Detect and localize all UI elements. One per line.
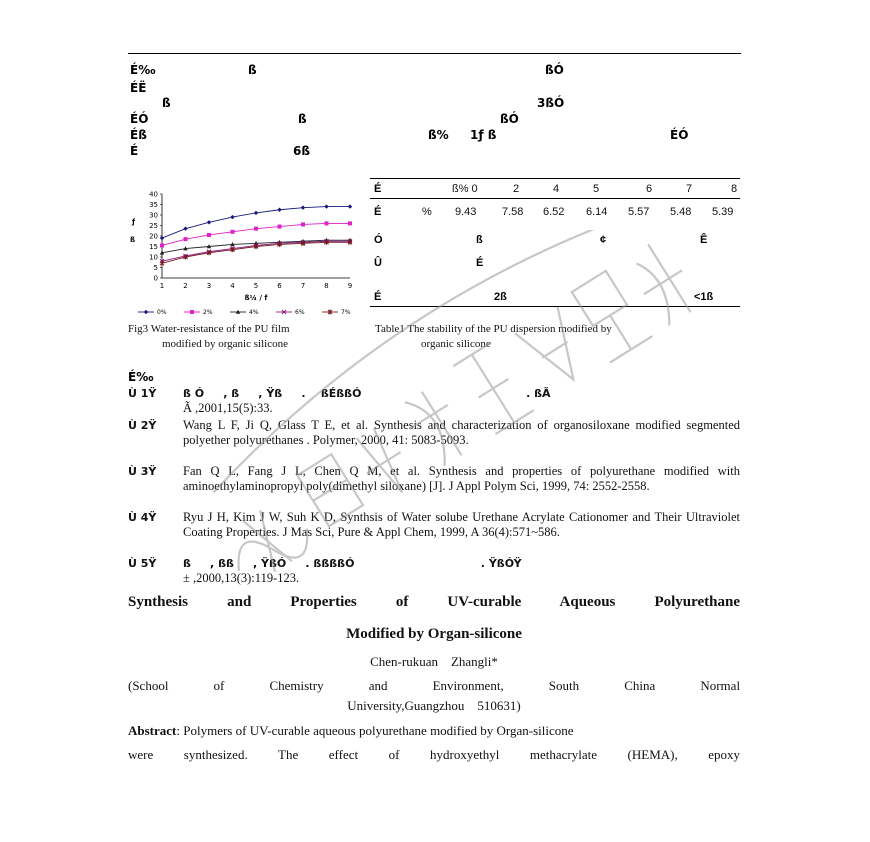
word: synthesized. — [183, 747, 248, 762]
garbled-text-fragment: ßÓ — [545, 63, 564, 77]
word: hydroxyethyl — [430, 747, 500, 762]
table-row5-head: É — [374, 291, 382, 303]
y-axis-mark: ƒ — [132, 218, 136, 226]
authors: Chen-rukuan Zhangli* — [370, 654, 498, 669]
abstract-text: : Polymers of UV-curable aqueous polyurethane modified by Organ-silicone — [176, 723, 574, 738]
table-caption — [375, 322, 745, 352]
table-row3-cell: ß — [476, 234, 483, 246]
word: Aqueous — [559, 594, 616, 610]
data-point — [190, 310, 194, 314]
data-point — [207, 220, 211, 224]
table-row3-cell: ¢ — [600, 234, 607, 246]
table-row2-unit: % — [422, 206, 432, 218]
garbled-text-fragment: É — [130, 144, 139, 158]
y-tick-label: 10 — [149, 253, 158, 262]
table-caption-line1: Table1 The stability of the PU dispersion modified by — [375, 323, 612, 335]
data-point — [160, 236, 164, 240]
table-cell: 5.39 — [712, 206, 734, 218]
reference-4 — [128, 510, 740, 540]
figure-caption — [128, 322, 368, 352]
english-title-line2: Modified by Organ-silicone — [346, 626, 522, 642]
x-axis-label: ß¼ / f — [244, 294, 268, 302]
x-tick-label: 6 — [277, 282, 282, 290]
table-top-rule — [370, 178, 740, 179]
abstract-label: Abstract — [128, 723, 177, 738]
reference-2 — [128, 418, 740, 448]
data-point — [160, 243, 164, 247]
y-tick-label: 15 — [149, 243, 158, 251]
data-point — [324, 204, 328, 208]
table-bottom-rule — [370, 306, 740, 307]
garbled-text-fragment: Éß — [130, 128, 147, 142]
legend-label: 4% — [249, 309, 259, 316]
y-axis-label: ß — [130, 236, 136, 244]
garbled-text-fragment: ßÓ — [500, 112, 519, 126]
table-row1-unit: ß% 0 — [452, 183, 478, 195]
data-point — [301, 222, 305, 226]
garbled-text-fragment: ß% — [428, 128, 449, 142]
word: The — [278, 747, 299, 762]
table-cell: 2 — [513, 183, 520, 195]
reference-text: ß , ßß , ŸßÓ . ßßßßÓ . ŸßÓŸ — [183, 557, 522, 570]
top-rule — [128, 53, 741, 54]
reference-text: ß Ó , ß , Ÿß . ßÉßßÓ . ßÃ — [183, 387, 551, 400]
x-tick-label: 8 — [324, 282, 329, 290]
data-point — [231, 230, 235, 234]
garbled-text-fragment: 3ßÓ — [537, 96, 565, 110]
affiliation-line2: University,Guangzhou 510631) — [347, 698, 521, 713]
word: effect — [328, 747, 359, 762]
word: of — [395, 594, 409, 610]
table-caption-line2: organic silicone — [421, 338, 491, 350]
data-point — [348, 221, 352, 225]
table-cell: 6 — [646, 183, 653, 195]
reference-text: Fan Q L, Fang J L, Chen Q M, et al. Synthesis and properties of polyurethane modified with aminoethylaminopropyl poly(dimethyl siloxane) [J]. J Appl Polym Sci, 1999, 74: 2552-2558. — [183, 464, 740, 493]
reference-number: Ù 2Ÿ — [128, 419, 157, 432]
word: China — [624, 678, 656, 693]
water-resistance-chart — [128, 186, 360, 320]
reference-text-cont: Ã ,2001,15(5):33. — [183, 401, 273, 415]
x-tick-label: 9 — [347, 282, 353, 290]
garbled-text-fragment: 6ß — [293, 144, 310, 158]
word: Environment, — [432, 678, 504, 693]
legend-label: 2% — [203, 309, 213, 316]
table-row5-cell: 2ß — [494, 291, 507, 303]
data-point — [207, 233, 211, 237]
data-point — [277, 208, 281, 212]
legend-label: 0% — [157, 309, 167, 316]
garbled-text-fragment: ß — [298, 112, 307, 126]
word: (School — [128, 678, 169, 693]
figure-caption-line2: modified by organic silicone — [162, 338, 288, 350]
table-row3-cell: Ê — [700, 234, 708, 246]
word: Chemistry — [269, 678, 324, 693]
y-tick-label: 20 — [149, 232, 158, 241]
table-row4-head: Û — [374, 257, 382, 269]
data-point — [301, 205, 305, 209]
reference-number: Ù 5Ÿ — [128, 557, 157, 570]
table-cell: 9.43 — [455, 206, 477, 218]
garbled-text-fragment: ÉÓ — [130, 112, 149, 126]
y-tick-label: 0 — [153, 274, 158, 283]
data-point — [278, 225, 282, 229]
english-title-line1 — [128, 594, 740, 611]
y-tick-label: 30 — [149, 211, 158, 220]
x-tick-label: 4 — [230, 282, 235, 290]
table-row4-cell: É — [476, 257, 484, 269]
reference-text: Wang L F, Ji Q, Glass T E, et al. Synthesis and characterization of organosiloxane modified segmented polyether polyurethanes . Polymer, 2000, 41: 5083-5093. — [183, 418, 740, 447]
table-cell: 7 — [686, 183, 693, 195]
table-header-rule — [370, 198, 740, 199]
garbled-text-fragment: ß — [162, 96, 171, 110]
word: Normal — [700, 678, 741, 693]
word: Synthesis — [128, 594, 189, 610]
table-cell: 7.58 — [502, 206, 524, 218]
garbled-text-fragment: 1ƒ ß — [470, 128, 497, 142]
table-cell: 5.48 — [670, 206, 692, 218]
data-point — [348, 204, 352, 208]
y-tick-label: 25 — [149, 222, 158, 230]
table-cell: 4 — [553, 183, 560, 195]
word: of — [388, 747, 400, 762]
data-point — [183, 226, 187, 230]
word: Properties — [290, 594, 357, 610]
garbled-text-fragment: É‰ — [130, 63, 156, 77]
word: Polyurethane — [654, 594, 741, 610]
word: methacrylate — [529, 747, 598, 762]
x-tick-label: 1 — [159, 282, 165, 290]
legend-label: 6% — [295, 309, 305, 316]
word: were — [128, 747, 154, 762]
word: epoxy — [708, 747, 741, 762]
table-row1-head: É — [374, 183, 382, 195]
table-row3-head: Ó — [374, 234, 383, 246]
x-tick-label: 5 — [253, 282, 259, 290]
reference-number: Ù 3Ÿ — [128, 465, 157, 478]
garbled-text-fragment: ÉÓ — [670, 128, 689, 142]
x-tick-label: 2 — [183, 282, 188, 290]
data-point — [184, 237, 188, 241]
data-point — [254, 211, 258, 215]
y-tick-label: 5 — [153, 264, 158, 272]
table-cell: 6.52 — [543, 206, 565, 218]
garbled-text-fragment: ß — [248, 63, 257, 77]
word: (HEMA), — [627, 747, 678, 762]
table-cell: 6.14 — [586, 206, 608, 218]
x-tick-label: 3 — [206, 282, 212, 290]
table-row5-cell: <1ß — [694, 291, 714, 303]
legend-label: 7% — [341, 309, 351, 316]
affiliation-line1 — [128, 678, 740, 694]
table-row2-head: É — [374, 206, 382, 218]
table-cell: 8 — [731, 183, 738, 195]
abstract-line2 — [128, 747, 740, 763]
word: of — [213, 678, 225, 693]
figure-caption-line1: Fig3 Water-resistance of the PU film — [128, 323, 290, 335]
word: UV-curable — [447, 594, 522, 610]
data-point — [325, 221, 329, 225]
garbled-text-fragment: É̈Ë — [130, 81, 147, 95]
references-heading: É‰ — [128, 370, 154, 384]
reference-1 — [128, 386, 740, 416]
table-cell: 5 — [593, 183, 600, 195]
x-tick-label: 7 — [300, 282, 306, 290]
reference-text-cont: ± ,2000,13(3):119-123. — [183, 571, 300, 585]
reference-5 — [128, 556, 740, 586]
reference-3 — [128, 464, 740, 494]
y-tick-label: 35 — [149, 201, 158, 209]
data-point — [230, 215, 234, 219]
word: and — [227, 594, 252, 610]
reference-number: Ù 1Ÿ — [128, 387, 157, 400]
table-cell: 5.57 — [628, 206, 650, 218]
data-point — [144, 310, 148, 314]
y-tick-label: 40 — [149, 190, 158, 199]
reference-text: Ryu J H, Kim J W, Suh K D, Synthsis of Water solube Urethane Acrylate Cationomer and Their Ultraviolet Coating Properties. J Mas Sci, Pure & Appl Chem, 1999, A 36(4):571~586. — [183, 510, 740, 539]
word: and — [368, 678, 388, 693]
reference-number: Ù 4Ÿ — [128, 511, 157, 524]
word: South — [548, 678, 580, 693]
data-point — [254, 227, 258, 231]
abstract-line1 — [128, 723, 740, 739]
